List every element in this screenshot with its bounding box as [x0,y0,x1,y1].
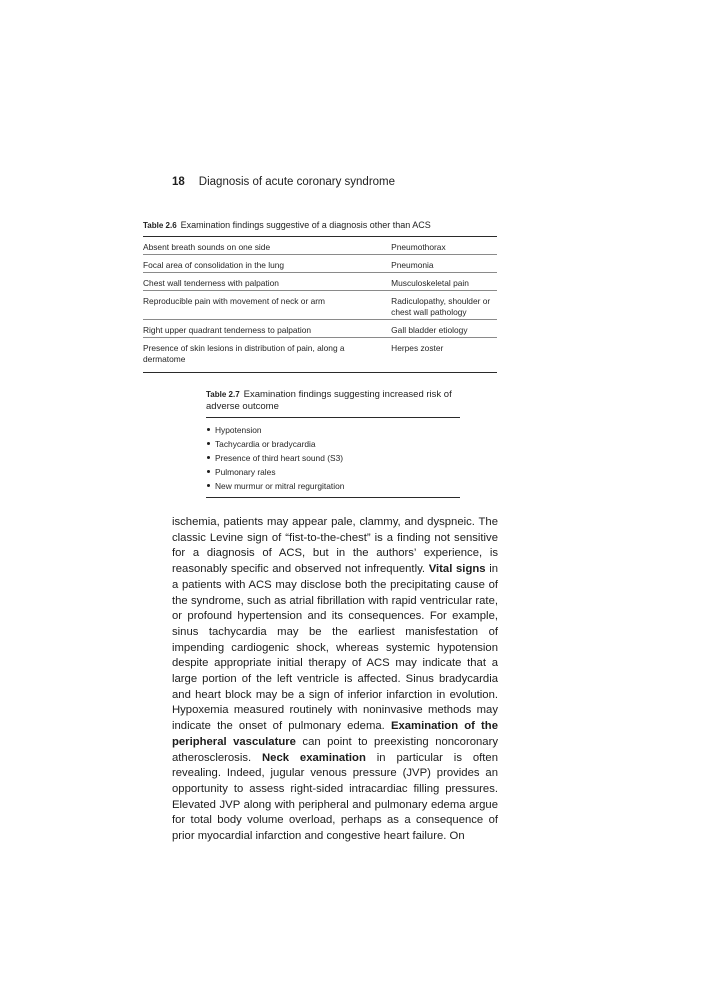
table-row [143,291,497,320]
diagnosis-cell: Radiculopathy, shoulder or chest wall pathology [391,291,497,320]
list-item: Tachycardia or bradycardia [206,437,460,451]
body-text-span: ischemia, patients may appear pale, clammy, and dyspneic. The classic Levine sign of “fist-to-the-chest” is a finding not sensitive for a diagnosis of ACS, but in the authors’ experience, is reasonably specific and observed not infrequently. [172,516,498,576]
diagnosis-cell: Pneumonia [391,255,497,273]
table-2-7-title: Examination findings suggesting increased risk of adverse outcome [206,389,452,412]
table-row [143,273,497,291]
table-2-6-caption [143,219,497,232]
table-2-6-title: Examination findings suggestive of a diagnosis other than ACS [180,220,431,230]
list-item: Pulmonary rales [206,465,460,479]
list-item: New murmur or mitral regurgitation [206,479,460,493]
finding-cell: Chest wall tenderness with palpation [143,273,391,291]
finding-cell: Reproducible pain with movement of neck or arm [143,291,391,320]
table-row [143,338,497,369]
table-2-7 [206,389,460,498]
page-number: 18 [172,176,185,188]
table-2-6-bottom-rule [143,372,497,373]
finding-cell: Right upper quadrant tenderness to palpation [143,320,391,338]
diagnosis-cell: Musculoskeletal pain [391,273,497,291]
diagnosis-cell: Pneumothorax [391,237,497,255]
table-2-7-bottom-rule [206,497,460,498]
running-header-title: Diagnosis of acute coronary syndrome [198,176,396,188]
list-item: Presence of third heart sound (S3) [206,451,460,465]
table-2-6-body [143,237,497,368]
table-2-7-caption [206,389,460,413]
table-2-7-label: Table 2.7 [206,390,240,399]
finding-cell: Focal area of consolidation in the lung [143,255,391,273]
body-text-span: in particular is often revealing. Indeed, jugular venous pressure (JVP) provides an opportunity to assess right-sided intracardiac filling pressures. Elevated JVP along with peripheral and pulmonary edema argue for total body volume overload, perhaps as a consequence of prior myocardial infarction and congestive heart failure. On [172,751,498,843]
running-header [172,175,395,189]
table-row [143,320,497,338]
body-paragraph [172,515,498,845]
table-row [143,255,497,273]
diagnosis-cell: Herpes zoster [391,343,444,353]
list-item: Hypotension [206,423,460,437]
risk-findings-list [206,423,460,493]
body-text-span: can point to preexisting noncoronary atherosclerosis. [172,735,498,764]
table-row [143,237,497,255]
bold-term-peripheral-vasculature: Examination of the peripheral vasculature [172,720,498,748]
table-2-7-top-rule [206,417,460,418]
table-2-6 [143,219,497,373]
finding-cell: Absent breath sounds on one side [143,237,391,255]
bold-term-vital-signs: Vital signs [428,563,486,576]
bold-term-neck-examination: Neck examination [262,751,366,764]
table-2-6-label: Table 2.6 [143,221,177,230]
body-text-span: in a patients with ACS may disclose both the precipitating cause of the syndrome, such as atrial fibrillation with rapid ventricular rate, or profound hypertension and its consequences. For example, sinus tachycardia may be the earliest manisfestation of impending cardiogenic shock, whereas systemic hypotension despite appropriate initial therapy of ACS may indicate that a large portion of the left ventricle is affected. Sinus bradycardia and heart block may be a sign of inferior infarction in evolution. Hypoxemia measured routinely with noninvasive methods may indicate the onset of pulmonary edema. [172,563,499,733]
diagnosis-cell: Gall bladder etiology [391,320,497,338]
finding-cell: Presence of skin lesions in distribution of pain, along a dermatome [143,343,345,364]
